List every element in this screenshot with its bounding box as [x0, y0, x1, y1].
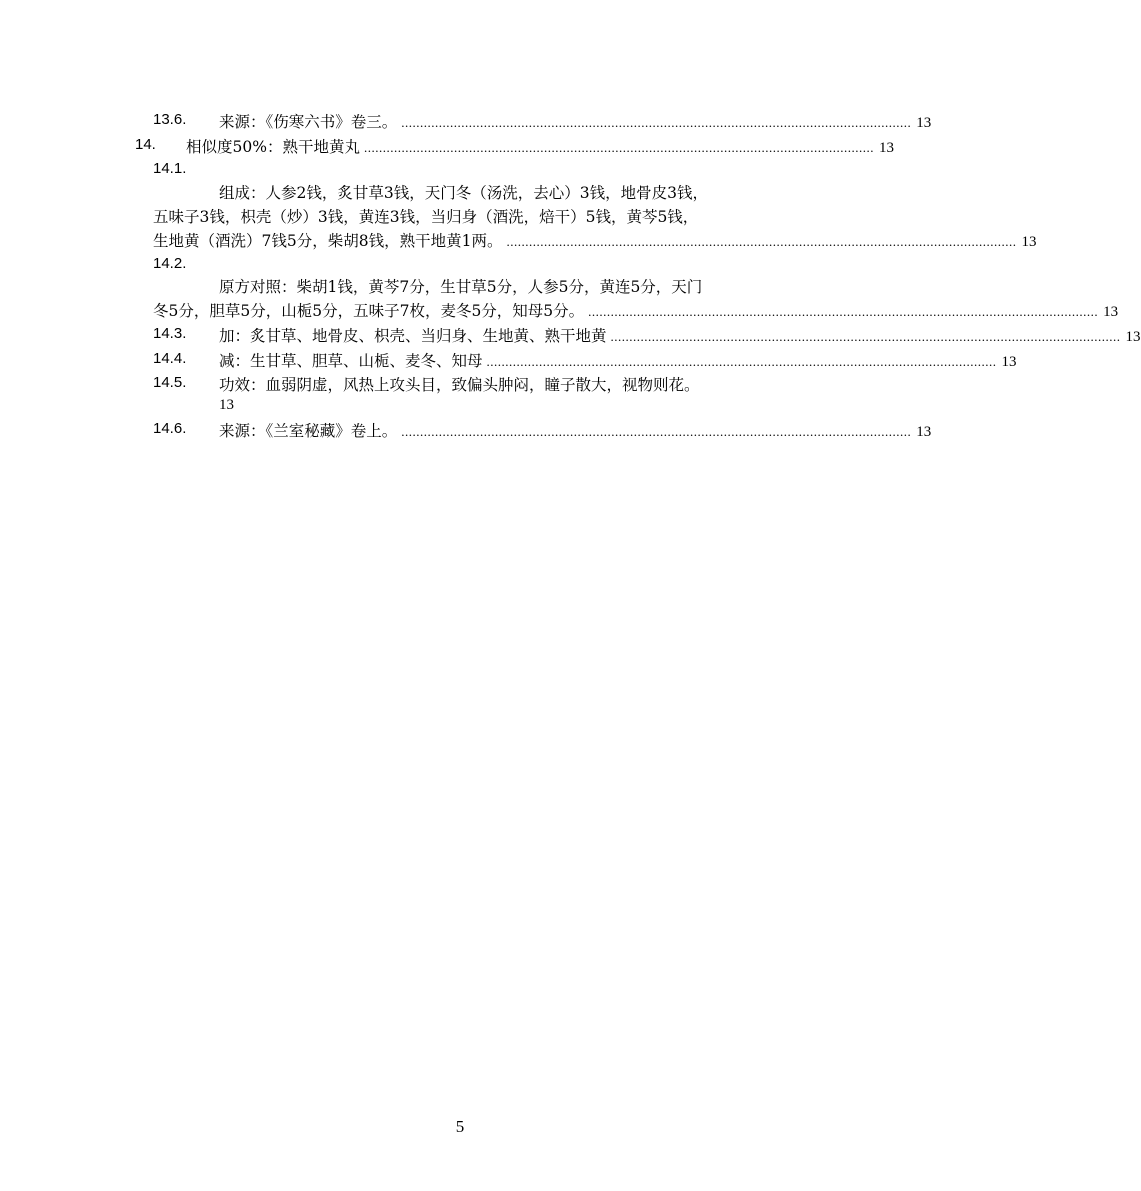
toc-entry-14[interactable] [186, 135, 894, 157]
dot-leader: ........................................................................................................................................ [588, 304, 1099, 319]
toc-entry-text: 来源：《兰室秘藏》卷上。 [219, 422, 398, 440]
dot-leader: ........................................................................................................................................ [486, 354, 997, 369]
toc-entry-number: 13.6. [153, 111, 187, 128]
toc-entry-text-line2[interactable]: 五味子3钱，枳壳（炒）3钱，黄连3钱，当归身（酒洗，焙干）5钱，黄芩5钱， [153, 208, 699, 226]
toc-entry-page: 13 [1103, 304, 1119, 320]
toc-entry-page: 13 [916, 115, 932, 131]
toc-entry-number: 14.1. [153, 160, 187, 177]
toc-entry-page: 13 [219, 397, 234, 413]
toc-entry-number: 14.6. [153, 420, 187, 437]
dot-leader: ........................................................................................................................................ [506, 234, 1017, 249]
toc-entry-number: 14.2. [153, 255, 187, 272]
toc-entry-page: 13 [878, 140, 894, 156]
dot-leader: ........................................................................................................................................ [401, 115, 912, 130]
toc-entry-14-6[interactable] [219, 419, 932, 441]
toc-entry-text-line1[interactable]: 组成：人参2钱，炙甘草3钱，天门冬（汤洗，去心）3钱，地骨皮3钱， [219, 184, 708, 202]
toc-entry-number: 14.3. [153, 325, 187, 342]
toc-entry-14-2[interactable] [153, 299, 1119, 321]
toc-entry-text: 加：炙甘草、地骨皮、枳壳、当归身、生地黄、熟干地黄 [219, 327, 607, 345]
toc-entry-page: 13 [1021, 234, 1037, 250]
toc-entry-text: 来源：《伤寒六书》卷三。 [219, 113, 398, 131]
toc-entry-number: 14.4. [153, 350, 187, 367]
toc-entry-14-3[interactable] [219, 324, 1141, 346]
toc-entry-text: 相似度50%：熟干地黄丸 [186, 138, 360, 156]
dot-leader: ........................................................................................................................................ [363, 140, 874, 155]
page-number: 5 [455, 1117, 465, 1136]
toc-entry-14-1[interactable] [153, 229, 1037, 251]
toc-entry-text-line2: 冬5分，胆草5分，山栀5分，五味子7枚，麦冬5分，知母5分。 [153, 302, 585, 320]
toc-entry-text-line3: 生地黄（酒洗）7钱5分，柴胡8钱，熟干地黄1两。 [153, 232, 503, 250]
toc-entry-number: 14.5. [153, 374, 187, 391]
toc-entry-page: 13 [1001, 354, 1017, 370]
toc-entry-14-5-text[interactable]: 功效：血弱阴虚，风热上攻头目，致偏头肿闷，瞳子散大，视物则花。 [219, 376, 700, 394]
toc-entry-14-4[interactable] [219, 349, 1017, 371]
dot-leader: ........................................................................................................................................ [610, 329, 1121, 344]
dot-leader: ........................................................................................................................................ [401, 424, 912, 439]
toc-entry-page: 13 [1125, 329, 1141, 345]
toc-entry-number: 14. [135, 136, 156, 153]
toc-entry-page: 13 [916, 424, 932, 440]
toc-entry-text-line1[interactable]: 原方对照：柴胡1钱，黄芩7分，生甘草5分，人参5分，黄连5分，天门 [219, 278, 703, 296]
toc-entry-13-6[interactable] [219, 110, 932, 132]
toc-entry-text: 减：生甘草、胆草、山栀、麦冬、知母 [219, 352, 483, 370]
